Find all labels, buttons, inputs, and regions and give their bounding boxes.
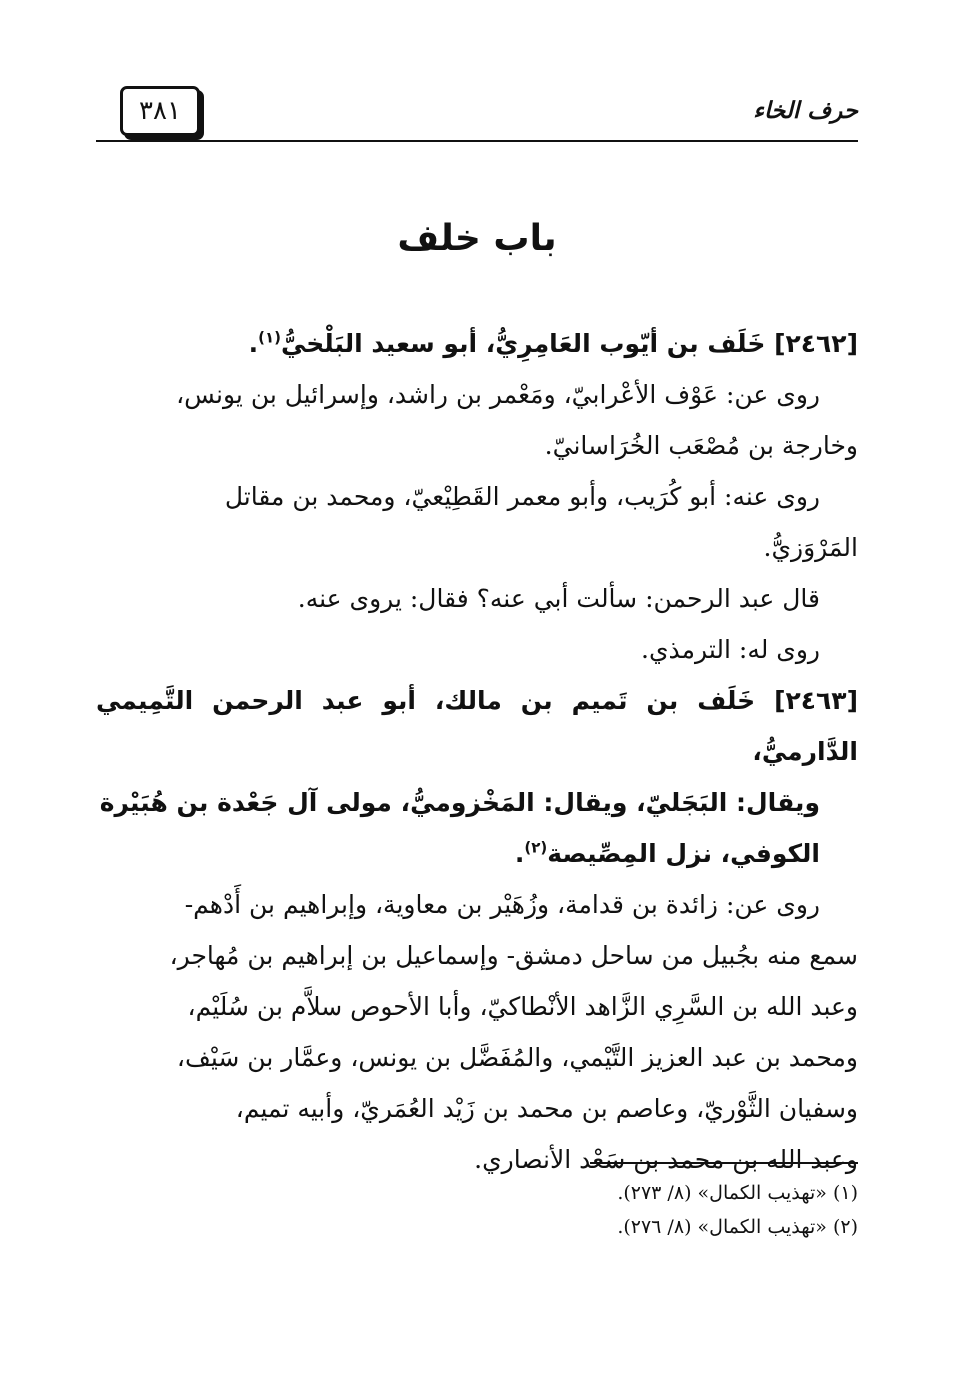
entry-2463-line: وعبد الله بن محمد بن سَعْد الأنصاري. — [474, 1145, 858, 1174]
footnote-ref-2: (٢) — [524, 838, 548, 857]
header-rule — [96, 140, 858, 142]
entry-2462-line: وخارجة بن مُصْعَب الخُرَاسانيّ. — [544, 431, 858, 460]
footnote-1: (١) «تهذيب الكمال» (٨/ ٢٧٣). — [617, 1182, 858, 1204]
entry-2463-title-line3 — [96, 828, 858, 879]
footnote-2: (٢) «تهذيب الكمال» (٨/ ٢٧٦). — [617, 1216, 858, 1238]
entry-2462-title-end: . — [248, 329, 259, 358]
entry-2463-title-end: . — [514, 839, 525, 868]
page-number — [120, 86, 200, 136]
entry-2462-line: قال عبد الرحمن: سألت أبي عنه؟ فقال: يروى عنه. — [297, 584, 820, 613]
entry-2463-line: روى عن: زائدة بن قدامة، وزُهَيْر بن معاوية، وإبراهيم بن أَدْهم- — [184, 890, 820, 919]
entry-2462-line: روى له: الترمذي. — [641, 635, 820, 664]
entry-2463-line: سمع منه بجُبيل من ساحل دمشق- وإسماعيل بن إبراهيم بن مُهاجر، — [169, 941, 858, 970]
page-number-text: ٣٨١ — [139, 96, 181, 126]
footnote-rule — [590, 1162, 858, 1164]
entry-2462-line: المَرْوَزيُّ. — [763, 533, 858, 562]
entry-2463-title-text: الكوفي، نزل المِصِّيصة — [547, 839, 820, 868]
running-header: حرف الخاء — [753, 98, 858, 124]
entry-2463-line: وسفيان الثَّوْريّ، وعاصم بن محمد بن زَيْد العُمَريّ، وأبيه تميم، — [235, 1094, 858, 1123]
entry-2462-title — [96, 318, 858, 369]
entry-2463-line: وعبد الله بن السَّرِي الزَّاهد الأنْطاكيّ، وأبا الأحوص سلاَّم بن سُلَيْم، — [187, 992, 858, 1021]
entry-2463-line: ومحمد بن عبد العزيز التَّيْمي، والمُفَضَّل بن يونس، وعمَّار بن سَيْف، — [176, 1043, 858, 1072]
footnotes — [96, 1176, 858, 1244]
entry-2462-line: روى عن: عَوْف الأعْرابيّ، ومَعْمر بن راشد، وإسرائيل بن يونس، — [176, 380, 820, 409]
main-text — [96, 318, 858, 1185]
entry-2462-title-text: [٢٤٦٢] خَلَف بن أيّوب العَامِرِيُّ، أبو سعيد البَلْخيُّ — [280, 329, 858, 358]
entry-2462-line: روى عنه: أبو كُرَيب، وأبو معمر القَطِيْعيّ، ومحمد بن مقاتل — [224, 482, 820, 511]
section-title: باب خلف — [397, 218, 557, 259]
entry-2463-title-line: [٢٤٦٣] خَلَف بن تَميم بن مالك، أبو عبد الرحمن التَّمِيمي الدَّارميُّ، — [96, 686, 858, 766]
entry-2463-title-line: ويقال: البَجَليّ، ويقال: المَخْزوميُّ، مولى آل جَعْدة بن هُبَيْرة — [99, 788, 820, 817]
footnote-ref-1: (١) — [258, 328, 281, 347]
